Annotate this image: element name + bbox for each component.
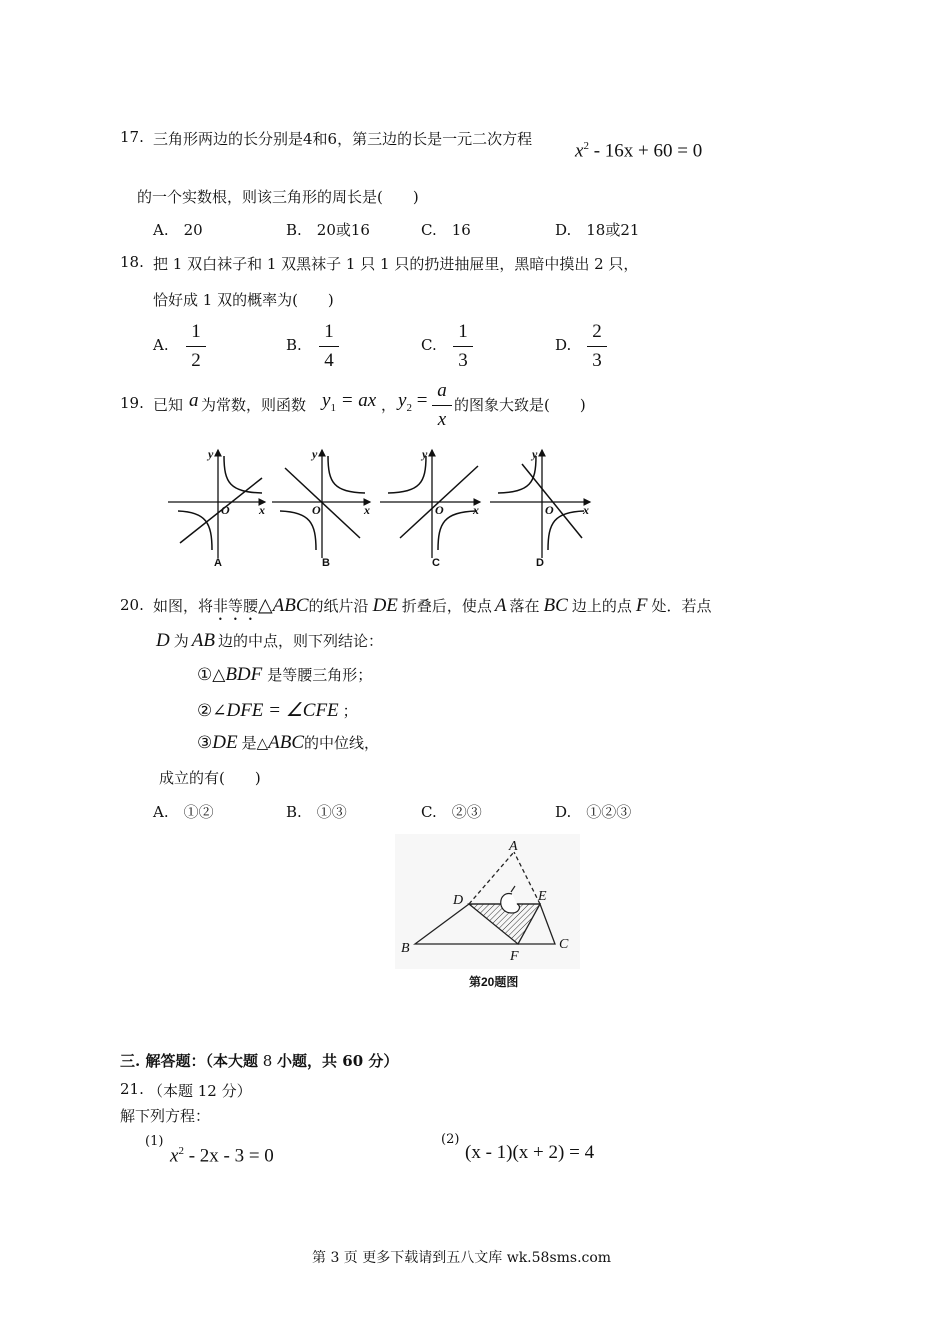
fig-label-b: B (401, 941, 410, 956)
q18-option-a-fraction (186, 321, 206, 372)
graph-d-y-label: y (532, 447, 538, 461)
q20-line2 (156, 630, 383, 652)
page-footer: 第 3 页 更多下载请到五八文库 wk.58sms.com (312, 1250, 612, 1266)
q21-part1-equation (170, 1145, 274, 1167)
q19-f1-sub: 1 (330, 401, 336, 414)
q20-a: A (494, 595, 507, 616)
graph-c-label: C (432, 557, 440, 569)
q19-f2-sub: 2 (406, 401, 412, 414)
graph-b-label: B (322, 557, 330, 569)
graph-b-origin: O (312, 503, 321, 517)
q19-f2-y: y (398, 390, 407, 411)
q20-t5: 落在 (509, 597, 540, 615)
q20-line1 (153, 594, 711, 624)
numerator: a (437, 380, 447, 401)
q18-option-b-label: B. (286, 336, 302, 354)
numerator: 1 (324, 321, 334, 342)
q21-score: （本题 12 分） (148, 1082, 252, 1100)
graph-d (490, 450, 590, 558)
p1-x: x (170, 1145, 179, 1167)
graph-d-label: D (536, 557, 544, 569)
graph-c (380, 450, 480, 558)
q19-fraction (432, 380, 452, 431)
q20-number: 20. (120, 596, 144, 614)
q20-ab: AB (191, 630, 215, 651)
q20-figure-caption: 第20题图 (469, 975, 519, 989)
q20-f: F (635, 595, 648, 616)
graph-d-x-label: x (583, 503, 589, 517)
q18-number: 18. (120, 253, 144, 271)
q20-conclusion-2 (197, 699, 358, 722)
q17-number: 17. (120, 128, 144, 146)
graph-b-x-label: x (364, 503, 370, 517)
c3-abc: ABC (268, 732, 305, 753)
q18-option-c-fraction (453, 321, 473, 372)
c1-bdf: BDF (225, 664, 263, 685)
q21-part2-equation: (x - 1)(x + 2) = 4 (465, 1142, 595, 1163)
q20-t3: 的纸片沿 (308, 597, 369, 615)
q17-option-d: D. 18或21 (555, 221, 640, 239)
graph-a-label: A (214, 557, 222, 569)
denominator: 4 (324, 350, 334, 371)
graph-a-x-label: x (259, 503, 265, 517)
section-3-rest: 小题，共 60 分） (277, 1052, 399, 1070)
q20-t6: 边上的点 (571, 597, 632, 615)
c3-pre: ③ (197, 733, 213, 753)
fig-label-d: D (453, 893, 464, 908)
section-3-title (120, 1050, 398, 1071)
p1-exp: 2 (178, 1145, 184, 1157)
q17-option-a: A. 20 (153, 221, 203, 239)
q20-conclusion-3 (197, 732, 379, 754)
section-3-count: 8 (257, 1052, 278, 1070)
fig-label-e: E (538, 889, 547, 904)
q19-text-3: 的图象大致是( ) (454, 396, 586, 414)
q18-text: 把 1 双白袜子和 1 双黑袜子 1 只 1 只的扔进抽屉里，黑暗中摸出 2 只， (153, 255, 639, 273)
q17-line2: 的一个实数根，则该三角形的周长是( ) (137, 188, 419, 206)
q20-t7: 处．若点 (651, 597, 712, 615)
q21-instruction: 解下列方程： (120, 1107, 211, 1125)
q18-option-c-label: C. (421, 336, 437, 354)
q17-option-c: C. 16 (421, 221, 471, 239)
section-3-title-text: 三. 解答题：（本大题 (120, 1052, 258, 1070)
q17-equation (575, 140, 702, 162)
fig-label-c: C (559, 937, 569, 952)
q18-option-a-label: A. (153, 336, 169, 354)
q20-figure (395, 834, 580, 969)
graph-b-y-label: y (312, 447, 318, 461)
q19-f1-rest: = ax (335, 390, 377, 411)
graph-a-origin: O (221, 503, 230, 517)
graph-a (168, 450, 265, 558)
q17-text: 三角形两边的长分别是4和6，第三边的长是一元二次方程 (153, 130, 533, 148)
q20-t4: 折叠后，使点 (401, 597, 492, 615)
q17-eq-rest: - 16x + 60 = 0 (588, 140, 703, 162)
q20-option-c: C. ②③ (421, 803, 482, 821)
c3-mid: 是△ (241, 734, 269, 752)
q20-de: DE (372, 595, 398, 616)
q20-option-a: A. ①② (153, 803, 214, 821)
q18-option-d-label: D. (555, 336, 572, 354)
q20-option-b: B. ①③ (286, 803, 347, 821)
q18-option-b-fraction (319, 321, 339, 372)
q20-conclusion-1 (197, 664, 372, 686)
c2-pre: ②∠ (197, 701, 227, 721)
q19-a: a (189, 390, 199, 411)
fig-label-f: F (510, 949, 519, 964)
graph-c-x-label: x (473, 503, 479, 517)
q20-non-isosceles: 非等腰 (213, 597, 259, 615)
q21-part2-label: (2) (441, 1132, 460, 1147)
graph-c-y-label: y (422, 447, 428, 461)
q20-d: D (156, 630, 170, 651)
graph-d-origin: O (545, 503, 554, 517)
numerator: 2 (592, 321, 602, 342)
c2-angles: DFE = ∠CFE (226, 700, 339, 721)
q20-bc: BC (543, 595, 568, 616)
q18-option-d-fraction (587, 321, 607, 372)
denominator: x (437, 409, 447, 430)
graph-c-origin: O (435, 503, 444, 517)
q18-line2: 恰好成 1 双的概率为( ) (153, 291, 334, 309)
denominator: 3 (458, 350, 468, 371)
c2-post: ； (342, 702, 358, 720)
q19-func-2 (398, 390, 427, 414)
q21-number: 21. (120, 1080, 144, 1098)
numerator: 1 (191, 321, 201, 342)
p1-rest: - 2x - 3 = 0 (183, 1145, 274, 1167)
q17-eq-exp: 2 (583, 140, 589, 152)
q20-t2: △ (258, 594, 273, 616)
c3-de: DE (212, 732, 238, 753)
q20-line2-t2: 边的中点，则下列结论： (217, 632, 383, 650)
q19-text-1: 已知 (153, 396, 184, 414)
graph-b (272, 450, 370, 558)
q20-abc: ABC (272, 595, 309, 616)
q19-comma: ， (381, 396, 397, 414)
c1-pre: ①△ (197, 665, 226, 685)
q20-option-d: D. ①②③ (555, 803, 632, 821)
q20-t1: 如图，将 (153, 597, 214, 615)
q19-f1-y: y (322, 390, 331, 411)
c1-post: 是等腰三角形； (267, 666, 373, 684)
q20-line-end: 成立的有( ) (159, 769, 261, 787)
q19-graphs (160, 438, 600, 573)
fig-label-a: A (509, 839, 518, 854)
c3-post: 的中位线， (304, 734, 380, 752)
q19-text-2: 为常数，则函数 (201, 396, 307, 414)
denominator: 3 (592, 350, 602, 371)
q17-eq-x: x (575, 140, 584, 162)
denominator: 2 (191, 350, 201, 371)
q21-part1-label: (1) (145, 1134, 164, 1149)
q19-eqsign: = (411, 390, 428, 411)
q19-number: 19. (120, 394, 144, 412)
q20-line2-t1: 为 (173, 632, 189, 650)
graph-a-y-label: y (208, 447, 214, 461)
q19-func-1 (322, 390, 376, 414)
numerator: 1 (458, 321, 468, 342)
q17-option-b: B. 20或16 (286, 221, 370, 239)
